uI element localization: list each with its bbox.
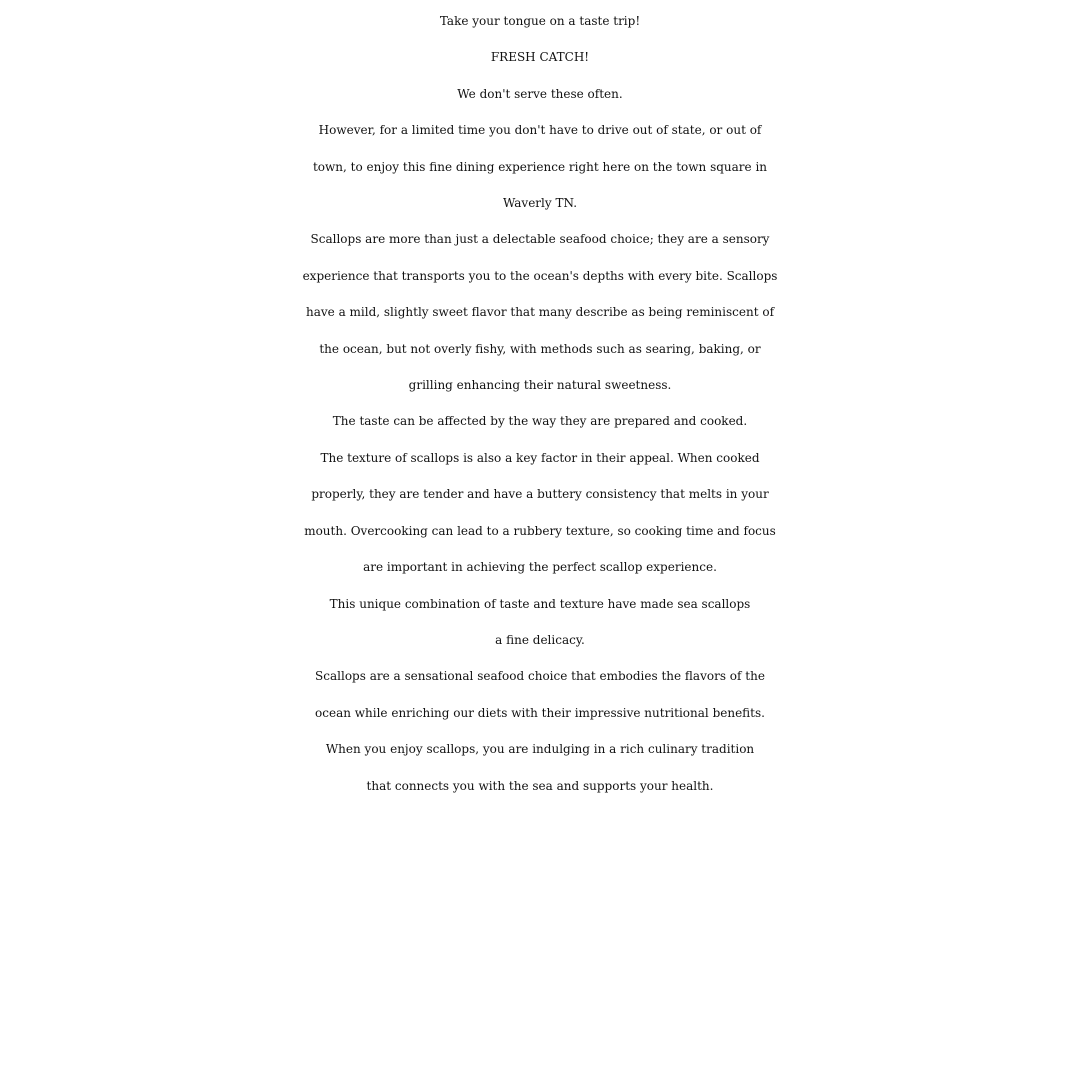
text-line: ocean while enriching our diets with their impressive nutritional benefits. xyxy=(315,705,765,720)
text-line: experience that transports you to the ocean's depths with every bite. Scallops xyxy=(302,268,778,283)
text-line: However, for a limited time you don't have to drive out of state, or out of xyxy=(318,123,762,138)
text-line: The taste can be affected by the way they are prepared and cooked. xyxy=(332,414,748,429)
text-line: are important in achieving the perfect scallop experience. xyxy=(363,560,717,575)
text-line: that connects you with the sea and supports your health. xyxy=(366,778,714,793)
headline: FRESH CATCH! xyxy=(490,50,590,65)
text-line: have a mild, slightly sweet flavor that many describe as being reminiscent of xyxy=(305,305,775,320)
text-line: When you enjoy scallops, you are indulging in a rich culinary tradition xyxy=(325,742,755,757)
text-line: town, to enjoy this fine dining experience right here on the town square in xyxy=(312,159,768,174)
subheadline: We don't serve these often. xyxy=(457,86,623,101)
text-line: Scallops are more than just a delectable seafood choice; they are a sensory xyxy=(310,232,770,247)
text-line: the ocean, but not overly fishy, with methods such as searing, baking, or xyxy=(319,341,761,356)
text-line: a fine delicacy. xyxy=(495,632,585,647)
text-line: Scallops are a sensational seafood choice that embodies the flavors of the xyxy=(315,669,765,684)
text-line: properly, they are tender and have a buttery consistency that melts in your xyxy=(311,487,769,502)
text-line: Waverly TN. xyxy=(502,196,578,211)
text-line: mouth. Overcooking can lead to a rubbery texture, so cooking time and focus xyxy=(304,523,776,538)
tagline: Take your tongue on a taste trip! xyxy=(439,14,641,28)
text-line: grilling enhancing their natural sweetness. xyxy=(408,378,672,393)
text-line: This unique combination of taste and texture have made sea scallops xyxy=(329,596,751,611)
text-line: The texture of scallops is also a key factor in their appeal. When cooked xyxy=(320,450,760,465)
